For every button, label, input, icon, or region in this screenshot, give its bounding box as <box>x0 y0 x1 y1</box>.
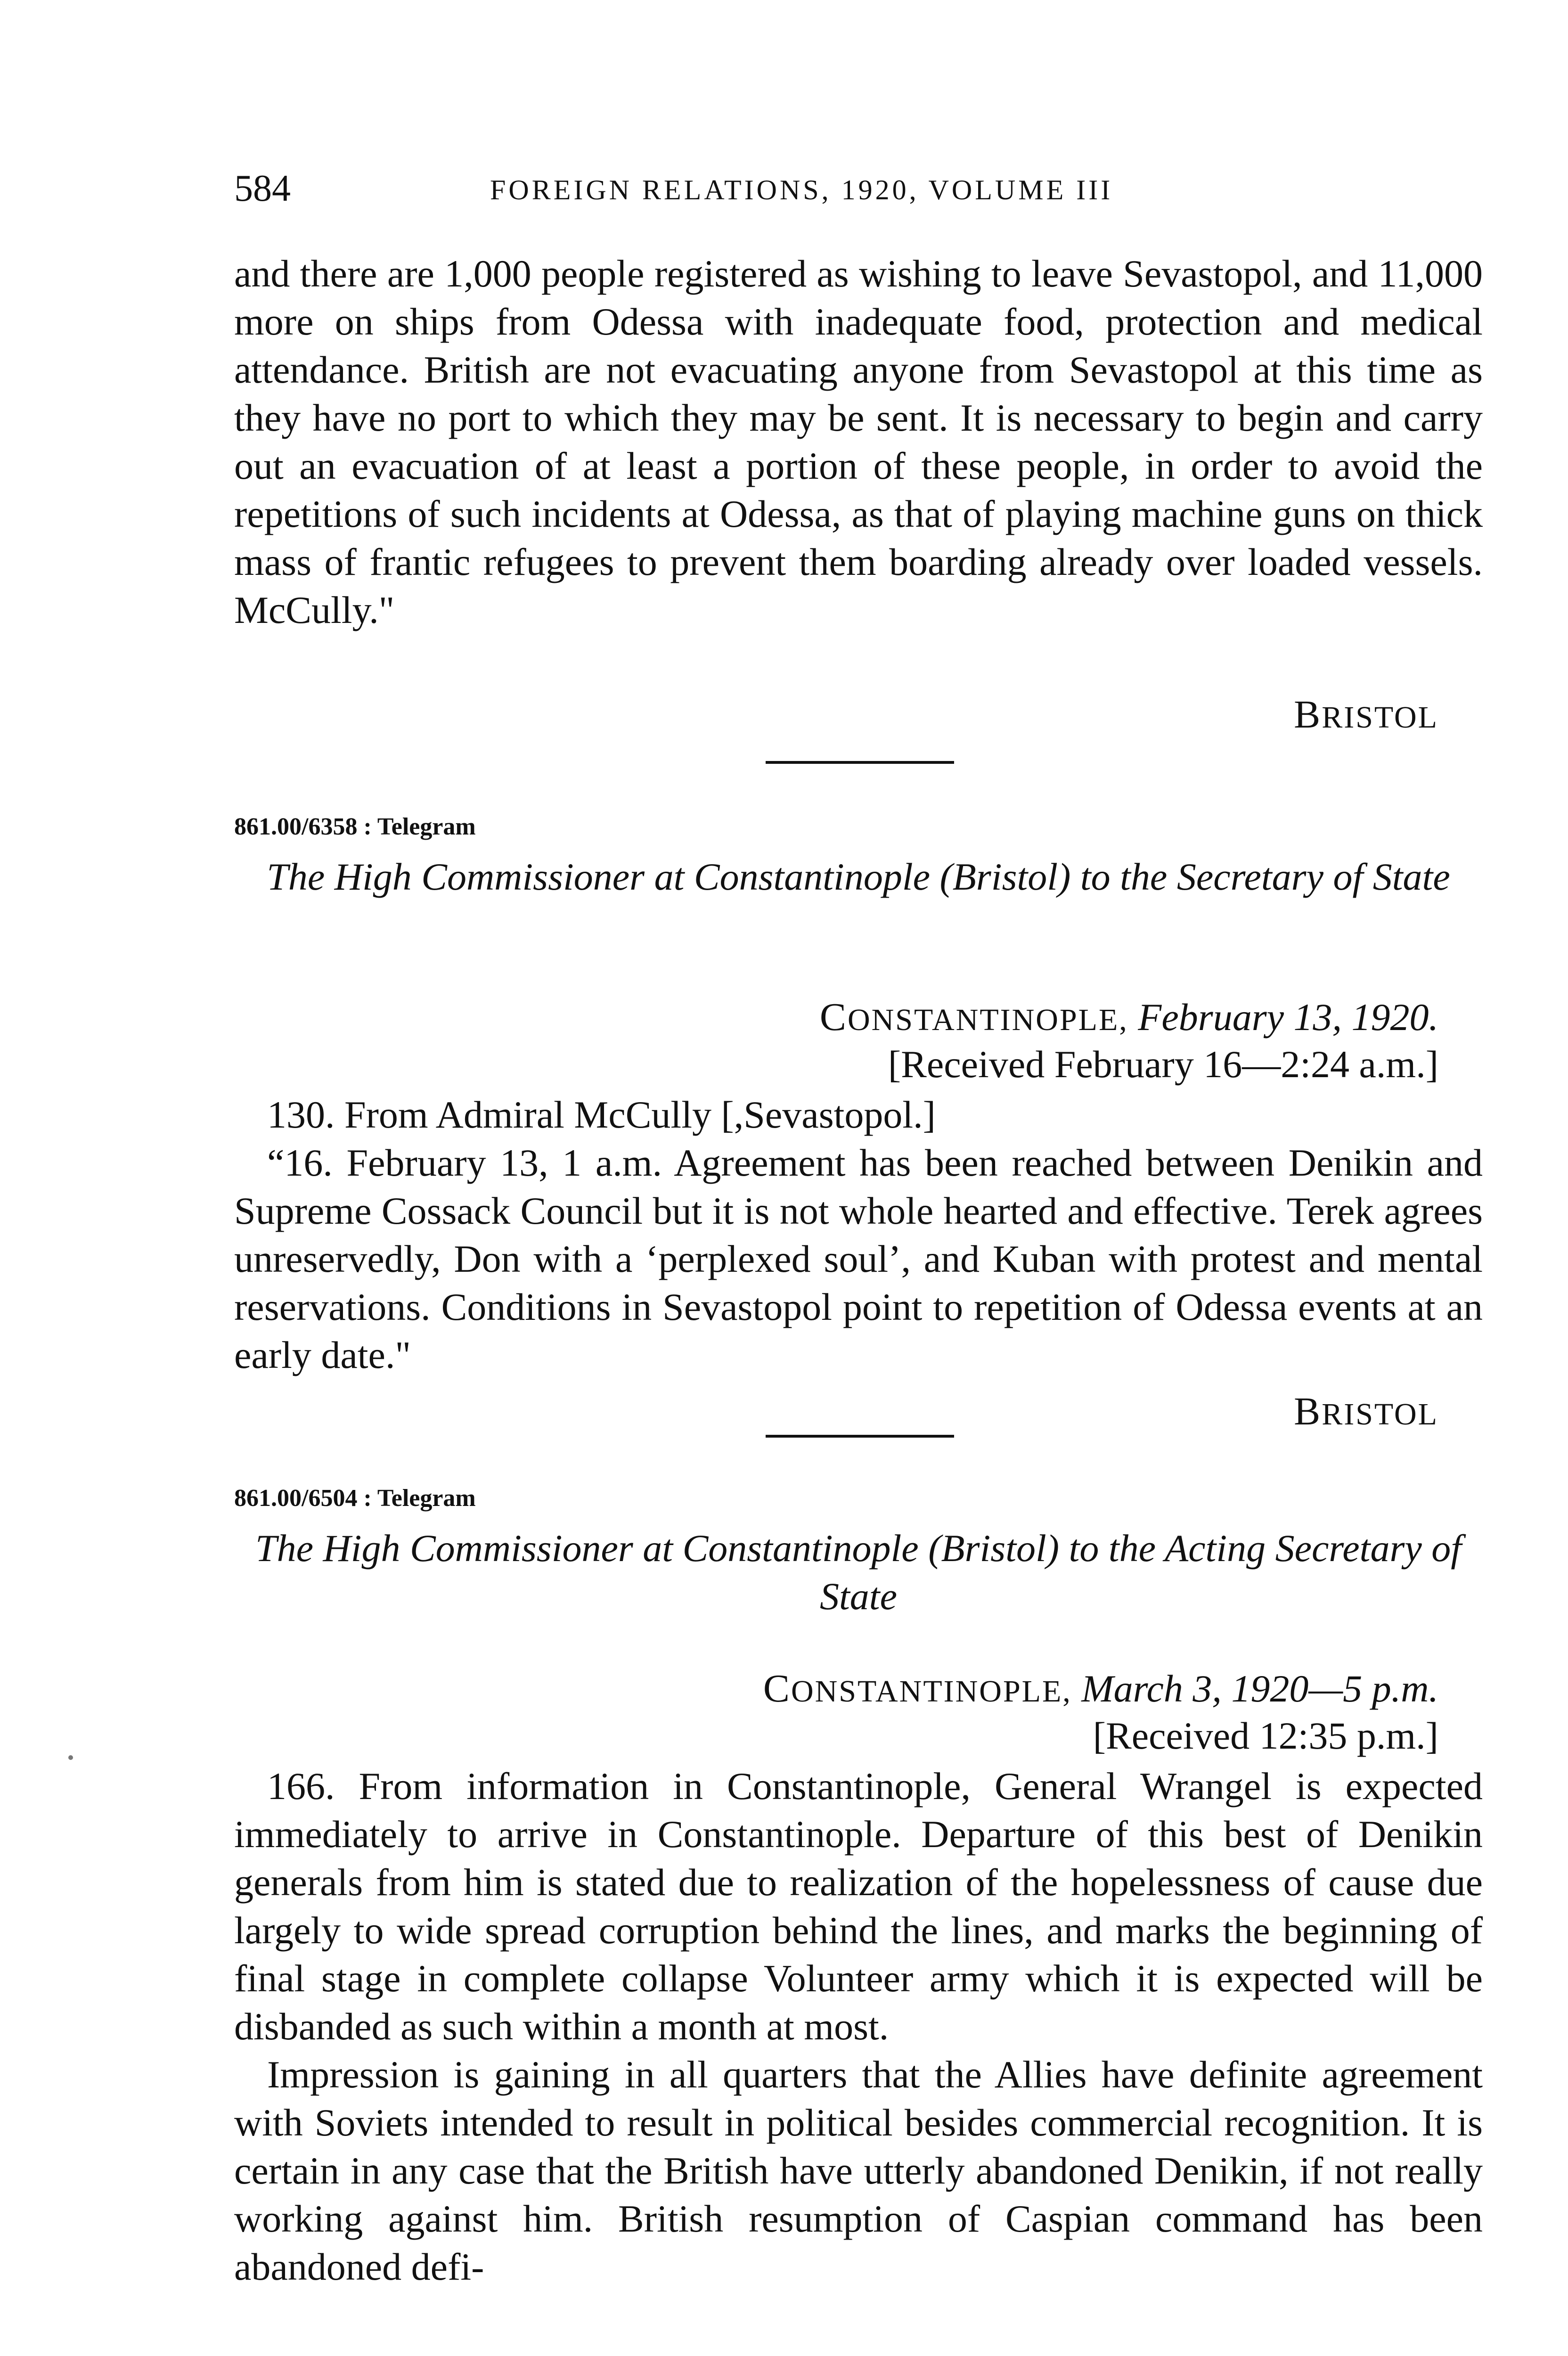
doc2-text <box>234 1091 1483 1379</box>
scan-speck <box>68 1755 73 1760</box>
doc3-text <box>234 1762 1483 2291</box>
doc3-dateline: CONSTANTINOPLE, March 3, 1920—5 p.m. <box>763 1667 1438 1710</box>
doc3-para-1: 166. From information in Constantinople, General Wrangel is expected immediately to arrive in Constantinople. Departure of this best of Denikin generals from him is stated due to realization of the hopelessness of cause due largely to wide spread corruption behind the lines, and marks the beginning of final stage in complete collapse Volunteer army which it is expected will be disbanded as such within a month at most. <box>234 1765 1483 2048</box>
divider-1 <box>766 761 954 764</box>
doc3-para-2: Impression is gaining in all quarters that the Allies have definite agreement with Soviets intended to result in political besides commercial recognition. It is certain in any case that the British have utterly abandoned Denikin, if not really working against him. British resumption of Caspian command has been abandoned defi- <box>234 2053 1483 2288</box>
section1-body: and there are 1,000 people registered as wishing to leave Sevastopol, and 11,000 more on ships from Odessa with inadequate food, protection and medical attendance. British are not evacuating anyone from Sevastopol at this time as they have no port to which they may be sent. It is necessary to begin and carry out an evacuation of at least a portion of these people, in order to avoid the repetitions of such incidents at Odessa, as that of playing machine guns on thick mass of frantic refugees to prevent them boarding already over loaded vessels. McCully." <box>234 252 1483 631</box>
doc2-received: [Received February 16—2:24 a.m.] <box>888 1043 1438 1086</box>
doc2-dateline: CONSTANTINOPLE, February 13, 1920. <box>819 995 1438 1039</box>
doc3-file-ref: 861.00/6504 : Telegram <box>234 1485 476 1512</box>
section1-signature: BRISTOL <box>1294 693 1438 736</box>
section1-text <box>234 250 1483 634</box>
page-number: 584 <box>234 168 291 209</box>
page-header <box>234 167 1483 210</box>
doc2-signature: BRISTOL <box>1294 1390 1438 1433</box>
doc3-date: March 3, 1920—5 p.m. <box>1081 1667 1438 1710</box>
running-head: FOREIGN RELATIONS, 1920, VOLUME III <box>490 174 1113 205</box>
doc3-title: The High Commissioner at Constantinople (Bristol) to the Acting Secretary of State <box>255 1527 1462 1618</box>
doc2-title: The High Commissioner at Constantinople (Bristol) to the Secretary of State <box>267 855 1450 898</box>
doc2-para-1: 130. From Admiral McCully [,Sevastopol.] <box>267 1093 936 1136</box>
divider-2 <box>766 1435 954 1438</box>
doc3-received: [Received 12:35 p.m.] <box>1093 1714 1438 1757</box>
doc2-para-2: “16. February 13, 1 a.m. Agreement has been reached between Denikin and Supreme Cossack Council but it is not whole hearted and effective. Terek agrees unreservedly, Don with a ‘perplexed soul’, and Kuban with protest and mental reservations. Conditions in Sevastopol point to repetition of Odessa events at an early date." <box>234 1141 1483 1376</box>
doc2-date: February 13, 1920. <box>1138 996 1438 1039</box>
doc2-file-ref: 861.00/6358 : Telegram <box>234 813 476 840</box>
